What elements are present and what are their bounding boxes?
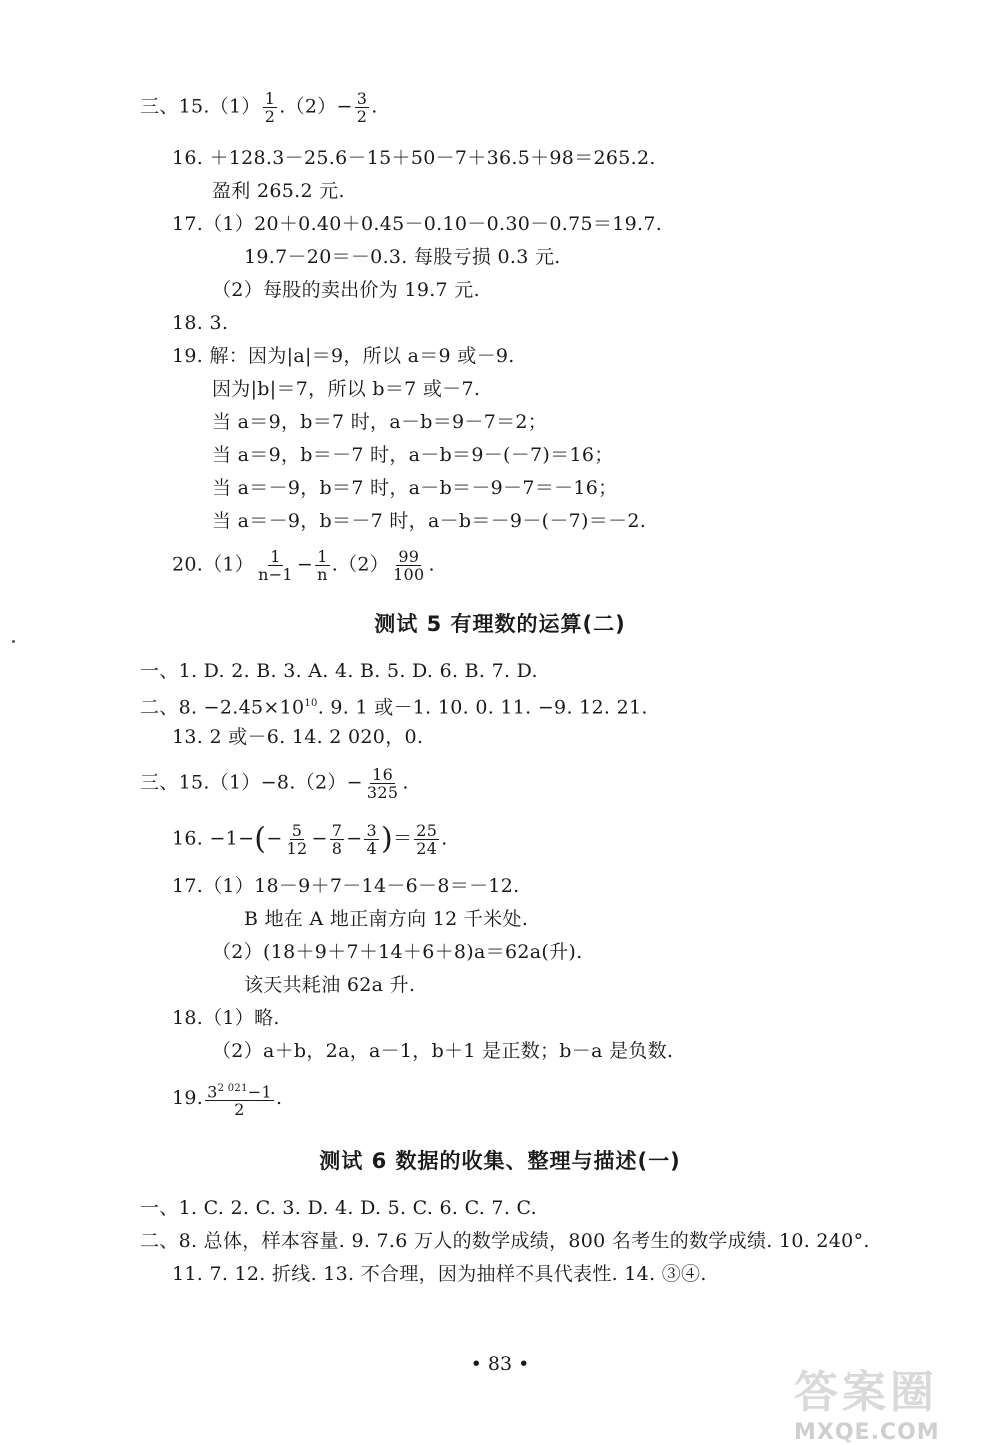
answer-q16-line2: 盈利 265.2 元. [212, 180, 345, 202]
test5-q15: 三、15.（1）−8.（2）− $\frac{16}{325}$ . [140, 765, 409, 802]
test5-q18-line1: 18.（1）略. [172, 1007, 280, 1029]
answer-q17-line3: （2）每股的卖出价为 19.7 元. [212, 279, 480, 301]
test5-q16: 16. −1−(− $\frac{5}{12}$ − $\frac{7}{8}$ − $\frac{3}{4}$ )＝ $\frac{25}{24}$ . [172, 821, 448, 858]
test5-q17-line4: 该天共耗油 62a 升. [244, 974, 416, 996]
page-number: • 83 • [470, 1353, 530, 1375]
answer-q19-line6: 当 a＝－9，b＝－7 时，a－b＝－9－(－7)＝－2. [212, 510, 647, 532]
watermark-logo [794, 1356, 994, 1445]
answer-q19-line2: 因为|b|＝7，所以 b＝7 或－7. [212, 378, 481, 400]
answer-q19-line5: 当 a＝－9，b＝7 时，a－b＝－9－7＝－16； [212, 477, 618, 499]
stray-mark [12, 640, 15, 643]
watermark-url: MXQE.COM [794, 1420, 940, 1445]
watermark-title: 答案圈 [794, 1367, 938, 1418]
test5-q18-line2: （2）a＋b，2a，a－1，b＋1 是正数；b－a 是负数. [212, 1040, 674, 1062]
test5-title: 测试 5 有理数的运算(二) [374, 612, 626, 636]
answer-q18: 18. 3. [172, 312, 229, 334]
test5-line1: 一、1. D. 2. B. 3. A. 4. B. 5. D. 6. B. 7. D. [140, 660, 538, 682]
answer-q16-line1: 16. ＋128.3－25.6－15＋50－7＋36.5＋98＝265.2. [172, 147, 656, 169]
test5-line3: 13. 2 或－6. 14. 2 020，0. [172, 726, 424, 748]
test5-q17-line3: （2）(18＋9＋7＋14＋6＋8)a＝62a(升). [212, 941, 583, 963]
test6-line2: 二、8. 总体，样本容量. 9. 7.6 万人的数学成绩，800 名考生的数学成绩. 10. 240°. [140, 1230, 870, 1252]
answer-q20: 20.（1） $\frac{1}{n-1}$ − $\frac{1}{n}$ .（2） $\frac{99}{100}$ . [172, 547, 435, 584]
test5-q19: 19. $\frac{3^{2 021}-1}{2}$ . [172, 1080, 282, 1118]
test5-q17-line1: 17.（1）18－9＋7－14－6－8＝－12. [172, 875, 520, 897]
answer-q15: 三、15.（1） $\frac{1}{2}$ .（2）− $\frac{3}{2}$ . [140, 89, 378, 126]
test6-line1: 一、1. C. 2. C. 3. D. 4. D. 5. C. 6. C. 7. C. [140, 1197, 538, 1219]
answer-q17-line1: 17.（1）20＋0.40＋0.45－0.10－0.30－0.75＝19.7. [172, 213, 663, 235]
answer-q17-line2: 19.7－20＝－0.3. 每股亏损 0.3 元. [244, 246, 561, 268]
test6-title: 测试 6 数据的收集、整理与描述(一) [319, 1149, 681, 1173]
test5-line2: 二、8. $-2.45\times 10^{10}$. 9. 1 或－1. 10. 0. 11. −9. 12. 21. [140, 696, 648, 719]
answer-q19-line3: 当 a＝9，b＝7 时，a－b＝9－7＝2； [212, 411, 548, 433]
test6-line3: 11. 7. 12. 折线. 13. 不合理，因为抽样不具代表性. 14. ③④. [172, 1263, 707, 1285]
answer-q19-line4: 当 a＝9，b＝－7 时，a－b＝9－(－7)＝16； [212, 444, 614, 466]
answer-q19-line1: 19. 解：因为|a|＝9，所以 a＝9 或－9. [172, 345, 515, 367]
test5-q17-line2: B 地在 A 地正南方向 12 千米处. [244, 908, 529, 930]
